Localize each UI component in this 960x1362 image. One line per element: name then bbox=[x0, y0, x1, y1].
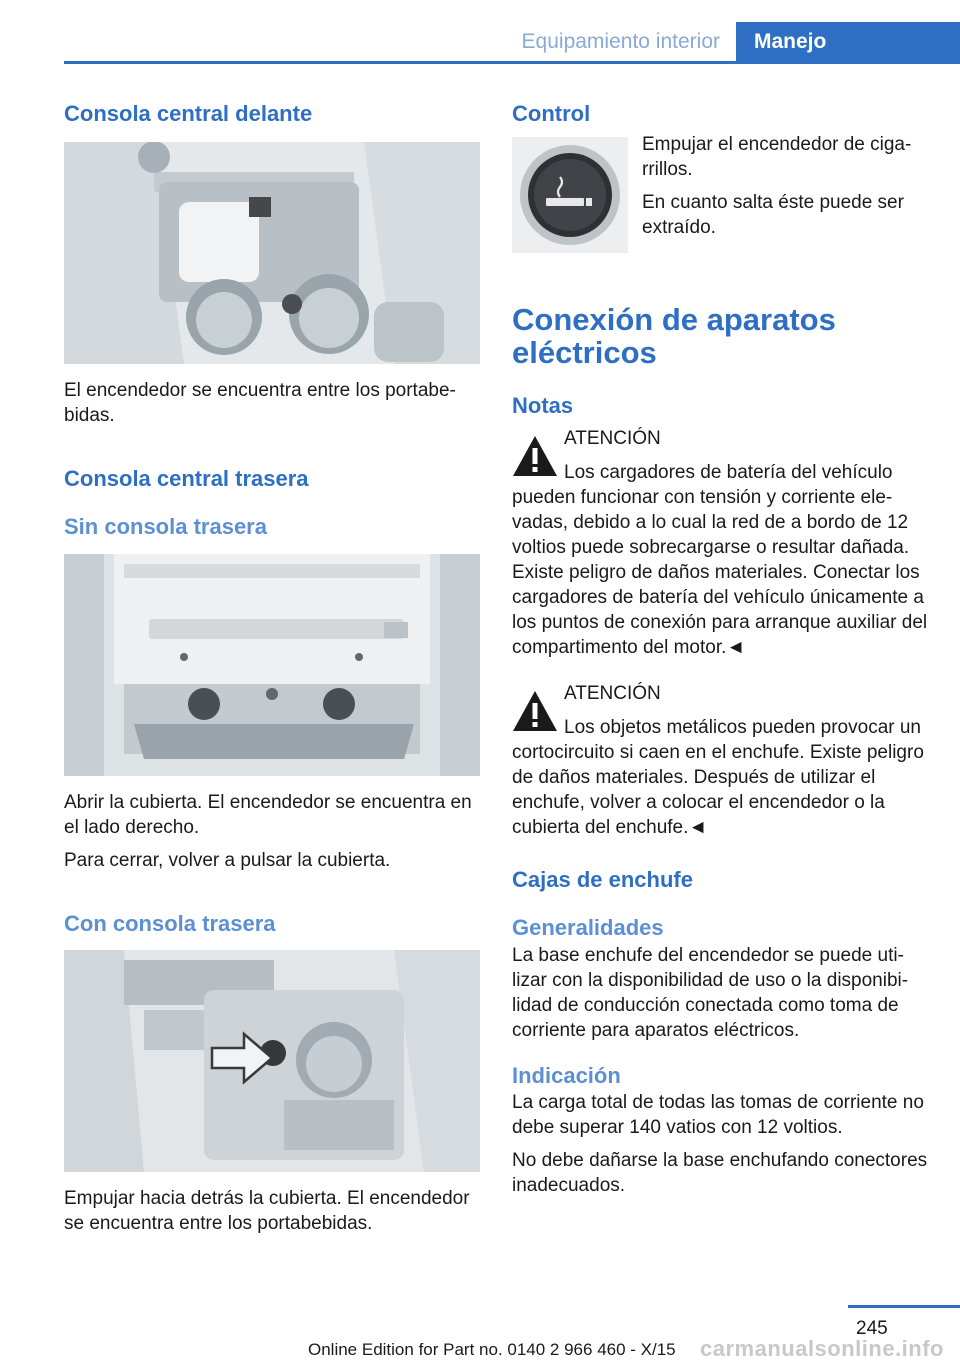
heading-socket-boxes: Cajas de enchufe bbox=[512, 866, 693, 892]
warning-1-label: ATENCIÓN bbox=[564, 427, 661, 449]
warning-triangle-icon bbox=[512, 435, 562, 479]
heading-no-rear-console: Sin consola trasera bbox=[64, 514, 267, 540]
control-texts bbox=[638, 132, 930, 253]
text-control-1: Empujar el encendedor de cigarrillos. bbox=[642, 133, 912, 180]
text-indication-1: La carga total de todas las tomas de corriente no debe superar 140 vatios con 12 voltios. bbox=[512, 1092, 924, 1139]
heading-notes: Notas bbox=[512, 392, 574, 418]
footer-rule bbox=[848, 1305, 960, 1308]
header-rule bbox=[64, 61, 960, 64]
header-tab: Manejo bbox=[736, 22, 960, 64]
footer-edition: Online Edition for Part no. 0140 2 966 460 - X/15 bbox=[308, 1340, 676, 1359]
warning-2-text: Los objetos metálicos pueden provocar un cortocircuito si caen en el enchufe. Existe peligro de daños materiales. Después de utilizar el enchufe, volver a colocar el encendedor o la cubierta del enchufe.◄ bbox=[512, 716, 924, 838]
heading-rear-console: Consola central trasera bbox=[64, 465, 309, 491]
heading-with-rear-console: Con consola trasera bbox=[64, 910, 276, 936]
page-number: 245 bbox=[856, 1318, 888, 1339]
heading-electrical-devices: Conexión de aparatos eléctricos bbox=[512, 301, 836, 370]
warning-2 bbox=[512, 680, 932, 840]
heading-front-console: Consola central delante bbox=[64, 101, 313, 126]
text-indication-2: No debe dañarse la base enchufando conectores inadecuados. bbox=[512, 1150, 928, 1197]
left-column bbox=[64, 100, 482, 1236]
text-with-rear-console: Empujar hacia detrás la cubierta. El encendedor se encuentra entre los portabebidas. bbox=[64, 1188, 470, 1235]
text-no-rear-console-1: Abrir la cubierta. El encendedor se encuentra en el lado derecho. bbox=[64, 791, 472, 838]
cigarette-lighter-photo bbox=[512, 137, 628, 253]
text-no-rear-console-2: Para cerrar, volver a pulsar la cubierta. bbox=[64, 849, 391, 871]
watermark: carmanualsonline.info bbox=[700, 1336, 944, 1361]
text-front-console: El encendedor se encuentra entre los portabebidas. bbox=[64, 379, 456, 426]
text-control-2: En cuanto salta éste puede ser extraído. bbox=[642, 191, 904, 238]
control-block bbox=[512, 133, 932, 253]
no-rear-console-photo bbox=[64, 554, 480, 776]
heading-indication: Indicación bbox=[512, 1062, 621, 1088]
front-console-photo bbox=[64, 142, 480, 364]
heading-control: Control bbox=[512, 101, 591, 126]
header-section-label: Equipamiento interior bbox=[521, 30, 720, 53]
right-column bbox=[512, 100, 932, 1198]
warning-1-text: Los cargadores de batería del vehículo pueden funcionar con tensión y corriente elevadas, debido a lo cual la red de a bordo de 12 voltios puede sobrecargarse o resultar dañada. Existe peligro de daños materiales. Conectar los cargadores de batería del vehículo únicamente a los puntos de conexión para arranque auxiliar del compartimento del motor.◄ bbox=[512, 461, 928, 658]
warning-2-label: ATENCIÓN bbox=[564, 682, 661, 704]
warning-1 bbox=[512, 425, 932, 660]
warning-triangle-icon bbox=[512, 690, 562, 734]
heading-general: Generalidades bbox=[512, 915, 664, 941]
text-general: La base enchufe del encendedor se puede utilizar con la disponibilidad de uso o la disponibilidad de conducción conectada como toma de corriente para aparatos eléctricos. bbox=[512, 944, 909, 1041]
with-rear-console-photo bbox=[64, 950, 480, 1172]
